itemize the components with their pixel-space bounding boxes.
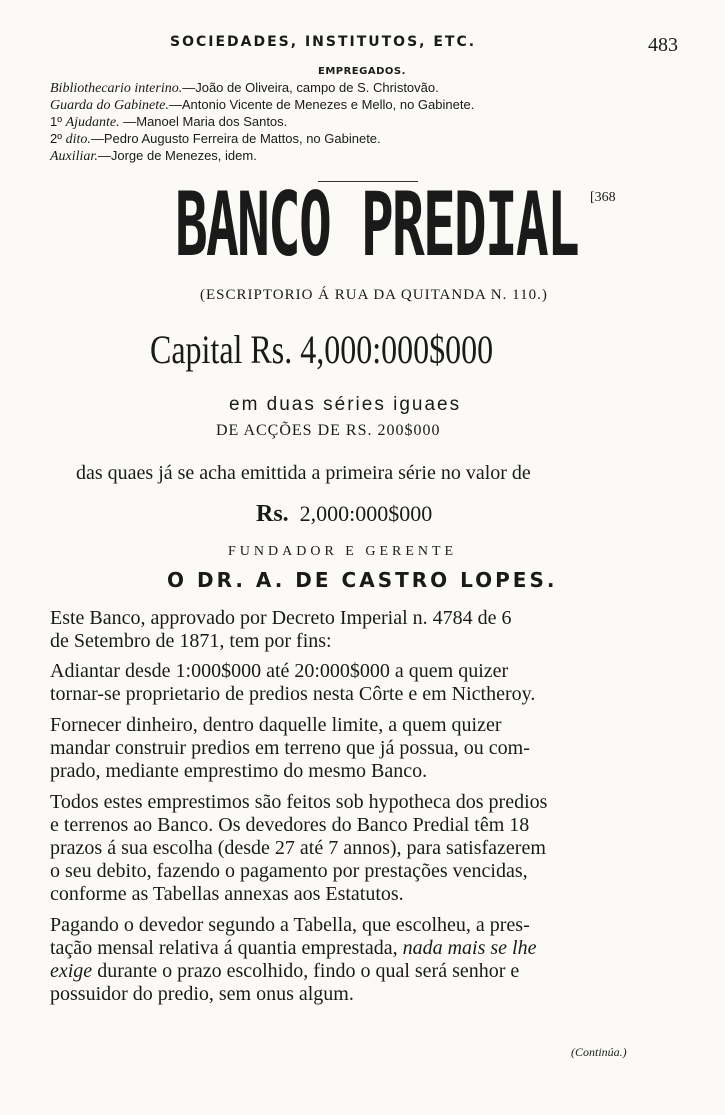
body-line: possuidor do predio, sem onus algum. bbox=[50, 983, 354, 1005]
body-line bbox=[50, 960, 519, 983]
body-line: e terrenos ao Banco. Os devedores do Banco Predial têm 18 bbox=[50, 814, 530, 836]
empregado-entry bbox=[50, 97, 474, 114]
empregado-role: dito. bbox=[65, 132, 91, 147]
empregado-text: —Manoel Maria dos Santos. bbox=[119, 114, 288, 129]
advert-reference: [368 bbox=[590, 190, 616, 205]
empregado-entry bbox=[50, 114, 287, 131]
body-line: tornar-se proprietario de predios nesta Côrte e em Nictheroy. bbox=[50, 683, 536, 705]
body-line: Pagando o devedor segundo a Tabella, que escolheu, a pres- bbox=[50, 914, 530, 936]
body-line: Fornecer dinheiro, dentro daquelle limite, a quem quizer bbox=[50, 714, 502, 736]
empregados-heading: EMPREGADOS. bbox=[318, 66, 406, 77]
empregado-role: Ajudante. bbox=[65, 115, 120, 130]
advert-fundador-label: FUNDADOR E GERENTE bbox=[228, 544, 458, 559]
advert-accoes: DE ACÇÕES DE RS. 200$000 bbox=[216, 422, 441, 439]
empregado-prefix: 1º bbox=[50, 114, 66, 129]
empregado-text: —Pedro Augusto Ferreira de Mattos, no Gabinete. bbox=[90, 131, 381, 146]
page-number: 483 bbox=[648, 34, 678, 56]
advert-series: em duas séries iguaes bbox=[229, 394, 462, 415]
advert-director: O DR. A. DE CASTRO LOPES. bbox=[167, 568, 558, 592]
empregado-prefix: 2º bbox=[50, 131, 66, 146]
body-line: prazos á sua escolha (desde 27 até 7 annos), para satisfazerem bbox=[50, 837, 546, 859]
rs-value: 2,000:000$000 bbox=[299, 501, 433, 526]
advert-das-quaes: das quaes já se acha emittida a primeira série no valor de bbox=[76, 462, 531, 484]
empregado-text: —Antonio Vicente de Menezes e Mello, no Gabinete. bbox=[168, 97, 475, 112]
empregado-role: Auxiliar. bbox=[50, 149, 98, 164]
body-line: Todos estes emprestimos são feitos sob hypotheca dos predios bbox=[50, 791, 548, 813]
advert-emitted-value bbox=[256, 501, 432, 528]
advert-address: (ESCRIPTORIO Á RUA DA QUITANDA N. 110.) bbox=[200, 287, 548, 303]
body-italic-text: nada mais se lhe bbox=[402, 937, 537, 959]
rs-label: Rs. bbox=[256, 501, 289, 527]
advert-title: BANCO PREDIAL bbox=[175, 173, 578, 276]
empregado-role: Guarda do Gabinete. bbox=[50, 98, 169, 113]
empregado-entry bbox=[50, 131, 381, 148]
body-line: conforme as Tabellas annexas aos Estatutos. bbox=[50, 883, 404, 905]
body-line: Este Banco, approvado por Decreto Imperial n. 4784 de 6 bbox=[50, 607, 512, 629]
body-text: durante o prazo escolhido, findo o qual será senhor e bbox=[92, 960, 520, 982]
empregado-text: —Jorge de Menezes, idem. bbox=[97, 148, 257, 163]
body-italic-text: exige bbox=[50, 960, 93, 982]
body-line: de Setembro de 1871, tem por fins: bbox=[50, 630, 332, 652]
empregado-role: Bibliothecario interino. bbox=[50, 81, 183, 96]
empregado-text: —João de Oliveira, campo de S. Christovão. bbox=[182, 80, 439, 95]
continua-note: (Continúa.) bbox=[571, 1045, 627, 1059]
body-line: o seu debito, fazendo o pagamento por prestações vencidas, bbox=[50, 860, 528, 882]
running-header: SOCIEDADES, INSTITUTOS, ETC. bbox=[170, 34, 477, 50]
empregado-entry bbox=[50, 80, 439, 97]
advert-capital: Capital Rs. 4,000:000$000 bbox=[150, 327, 494, 372]
body-line: Adiantar desde 1:000$000 até 20:000$000 a quem quizer bbox=[50, 660, 509, 682]
body-line: mandar construir predios em terreno que já possua, ou com- bbox=[50, 737, 530, 759]
empregado-entry bbox=[50, 148, 257, 165]
body-text: tação mensal relativa á quantia emprestada, bbox=[50, 937, 403, 959]
body-line: prado, mediante emprestimo do mesmo Banco. bbox=[50, 760, 428, 782]
body-line bbox=[50, 937, 537, 960]
